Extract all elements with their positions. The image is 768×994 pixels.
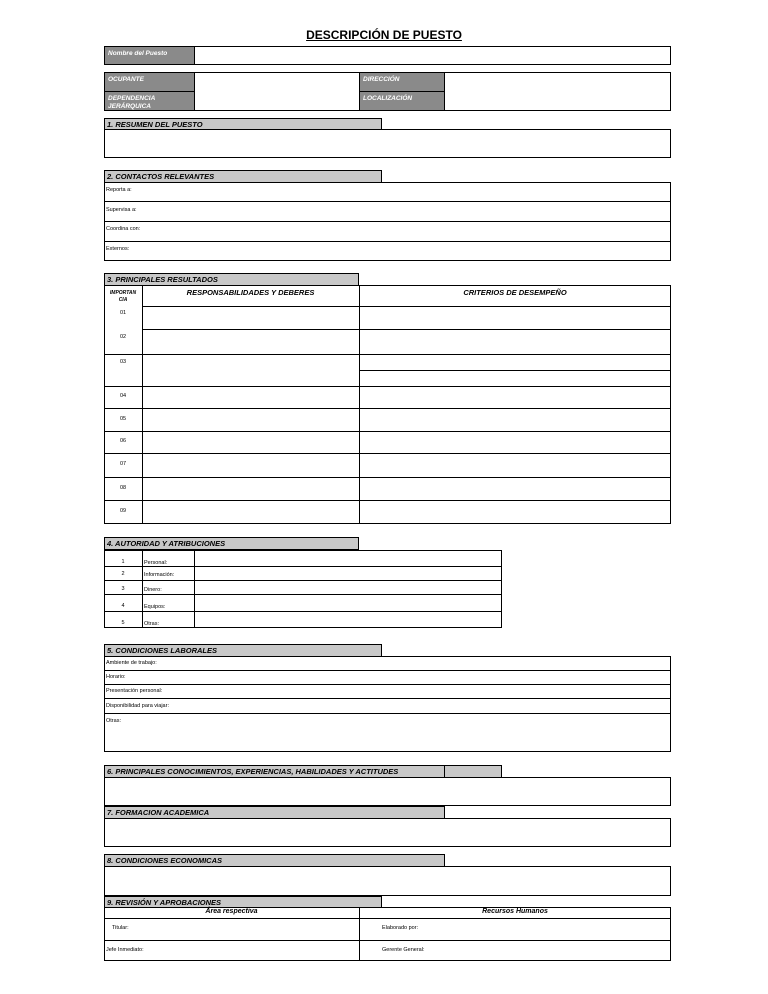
row-number: 06: [119, 438, 127, 444]
row-number: 2: [121, 571, 125, 577]
localizacion-label: LOCALIZACIÓN: [359, 91, 445, 111]
divider: [104, 241, 671, 242]
direccion-label: DIRECCIÓN: [359, 72, 445, 92]
section-9-header: 9. REVISIÓN Y APROBACIONES: [104, 896, 382, 908]
divider: [104, 594, 502, 595]
row-number: 03: [119, 359, 127, 365]
area-respectiva-header: Área respectiva: [205, 908, 258, 915]
divider: [104, 698, 671, 699]
dinero-label: Dinero:: [144, 587, 162, 593]
divider: [104, 940, 671, 941]
supervisa-label: Supervisa a:: [106, 207, 137, 213]
coordina-label: Coordina con:: [106, 226, 141, 232]
otras-label: Otras:: [144, 621, 159, 627]
section-2-header: 2. CONTACTOS RELEVANTES: [104, 170, 382, 183]
divider: [104, 670, 671, 671]
conocimientos-field[interactable]: [104, 777, 671, 806]
row-number: 01: [119, 310, 127, 316]
row-number: 5: [121, 620, 125, 626]
nombre-puesto-label: Nombre del Puesto: [104, 46, 195, 65]
divider: [104, 408, 671, 409]
direccion-field[interactable]: [446, 73, 670, 91]
section-1-header: 1. RESUMEN DEL PUESTO: [104, 118, 382, 130]
divider: [104, 221, 671, 222]
divider: [359, 370, 671, 371]
recursos-humanos-header: Recursos Humanos: [482, 908, 548, 915]
divider: [104, 566, 502, 567]
section-8-header: 8. CONDICIONES ECONOMICAS: [104, 854, 445, 867]
divider: [104, 477, 671, 478]
divider: [104, 500, 671, 501]
horario-label: Horario:: [106, 674, 126, 680]
elaborado-label: Elaborado por:: [382, 925, 419, 931]
disponibilidad-label: Disponibilidad para viajar:: [106, 703, 169, 709]
divider: [104, 354, 671, 355]
condiciones-economicas-field[interactable]: [104, 866, 671, 896]
divider: [104, 611, 502, 612]
col-criterios-header: CRITERIOS DE DESEMPEÑO: [463, 288, 567, 297]
row-number: 05: [119, 416, 127, 422]
divider: [359, 285, 360, 524]
row-number: 08: [119, 485, 127, 491]
section-3-header: 3. PRINCIPALES RESULTADOS: [104, 273, 359, 286]
externos-label: Externos:: [106, 246, 130, 252]
informacion-label: Información:: [144, 572, 175, 578]
nombre-puesto-field[interactable]: [195, 47, 670, 64]
dependencia-field[interactable]: [196, 92, 358, 110]
col-responsabilidades-header: RESPONSABILIDADES Y DEBERES: [186, 288, 315, 297]
divider: [142, 329, 671, 330]
row-number: 1: [121, 559, 125, 565]
section-4-header: 4. AUTORIDAD Y ATRIBUCIONES: [104, 537, 359, 550]
section-5-header: 5. CONDICIONES LABORALES: [104, 644, 382, 657]
personal-label: Personal:: [144, 560, 168, 566]
resultados-table: [104, 285, 671, 524]
divider: [104, 918, 671, 919]
ocupante-label: OCUPANTE: [104, 72, 195, 92]
reporta-label: Reporta a:: [106, 187, 132, 193]
page-title: DESCRIPCIÓN DE PUESTO: [306, 28, 462, 42]
divider: [359, 907, 360, 961]
jefe-label: Jefe Inmediato:: [106, 947, 144, 953]
divider: [104, 684, 671, 685]
otras-condiciones-label: Otras:: [106, 718, 121, 724]
section-7-header: 7. FORMACION ACADEMICA: [104, 806, 445, 819]
dependencia-label: DEPENDENCIA JERÁRQUICA: [104, 91, 195, 111]
divider: [142, 550, 143, 628]
divider: [104, 453, 671, 454]
formacion-field[interactable]: [104, 818, 671, 847]
divider: [104, 431, 671, 432]
ocupante-field[interactable]: [196, 73, 358, 91]
titular-label: Titular:: [112, 925, 129, 931]
localizacion-field[interactable]: [446, 92, 670, 110]
row-number: 4: [121, 603, 125, 609]
section-6-header: 6. PRINCIPALES CONOCIMIENTOS, EXPERIENCIAS, HABILIDADES Y ACTITUDES: [104, 765, 445, 778]
divider: [104, 580, 502, 581]
divider: [142, 306, 671, 307]
resumen-field[interactable]: [104, 129, 671, 158]
gerente-label: Gerente General:: [382, 947, 425, 953]
divider: [104, 713, 671, 714]
divider: [104, 201, 671, 202]
row-number: 07: [119, 461, 127, 467]
presentacion-label: Presentación personal:: [106, 688, 163, 694]
row-number: 04: [119, 393, 127, 399]
ambiente-label: Ambiente de trabajo:: [106, 660, 157, 666]
equipos-label: Equipos:: [144, 604, 166, 610]
divider: [104, 386, 671, 387]
row-number: 3: [121, 586, 125, 592]
row-number: 02: [119, 334, 127, 340]
divider: [194, 550, 195, 628]
divider: [142, 285, 143, 524]
col-importancia-header: IMPORTAN CIA: [109, 290, 137, 303]
row-number: 09: [119, 508, 127, 514]
